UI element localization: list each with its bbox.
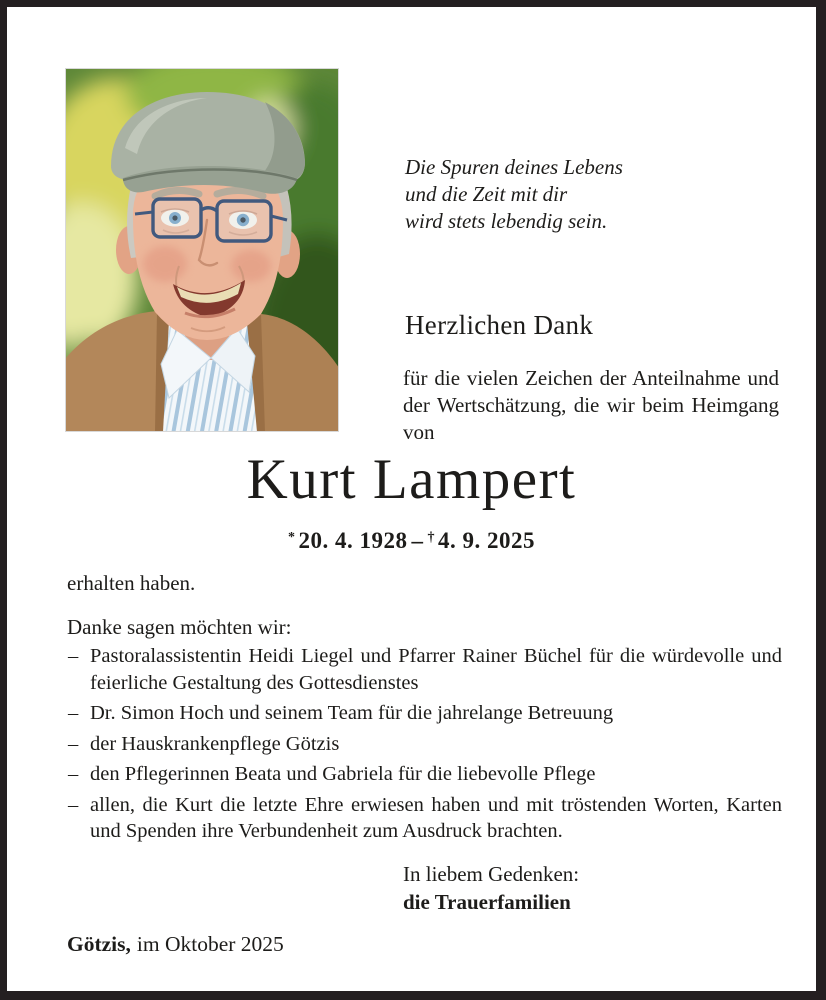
thanks-list-item (66, 731, 782, 758)
mourning-families: die Trauerfamilien (403, 890, 571, 914)
deceased-name: Kurt Lampert (246, 448, 577, 511)
place-label: Götzis, (67, 932, 131, 956)
list-dash: – (68, 763, 79, 785)
birth-date: 20. 4. 1928 (298, 528, 408, 553)
thanks-list-item (66, 792, 782, 845)
dates-separator: – (411, 528, 424, 553)
thanks-list (66, 643, 782, 849)
thanks-list-item-text: Dr. Simon Hoch und seinem Team für die jahrelange Betreuung (90, 702, 614, 724)
thanks-intro-line: Danke sagen möchten wir: (67, 615, 292, 639)
thanks-list-item (66, 761, 782, 788)
thanks-list-item-text: den Pflegerinnen Beata und Gabriela für die liebevolle Pflege (90, 763, 596, 785)
list-dash: – (68, 702, 79, 724)
list-dash: – (68, 645, 79, 667)
place-date-line (67, 932, 284, 957)
portrait-photo (65, 68, 339, 432)
list-dash: – (68, 732, 79, 755)
thanks-list-item (66, 643, 782, 696)
birth-symbol: * (288, 530, 296, 545)
death-symbol: † (427, 530, 435, 545)
thanks-list-item-text: allen, die Kurt die letzte Ehre erwiesen haben und mit tröstenden Worten, Karten und Spenden ihre Verbundenheit zum Ausdruck brachten. (90, 793, 782, 842)
death-date: 4. 9. 2025 (438, 528, 535, 553)
thanks-list-item-text: der Hauskrankenpflege Götzis (90, 732, 340, 755)
closing-block (403, 860, 579, 916)
thanks-heading: Herzlichen Dank (405, 310, 594, 340)
quote-line: wird stets lebendig sein. (405, 209, 608, 233)
quote-line: Die Spuren deines Lebens (405, 155, 623, 179)
life-dates (7, 528, 816, 554)
portrait-illustration (65, 68, 339, 432)
received-line: erhalten haben. (67, 571, 196, 595)
thanks-list-item (66, 700, 782, 727)
memorial-quote (405, 154, 623, 235)
date-label: im Oktober 2025 (136, 932, 284, 956)
list-dash: – (68, 793, 79, 816)
thanks-list-item-text: Pastoralassistentin Heidi Liegel und Pfarrer Rainer Büchel für die würdevolle und feierliche Gestaltung des Gottesdienstes (90, 645, 782, 694)
thanks-paragraph: für die vielen Zeichen der Anteilnahme und der Wertschätzung, die wir beim Heimgang von (403, 366, 779, 444)
quote-line: und die Zeit mit dir (405, 182, 568, 206)
memory-line: In liebem Gedenken: (403, 862, 580, 886)
